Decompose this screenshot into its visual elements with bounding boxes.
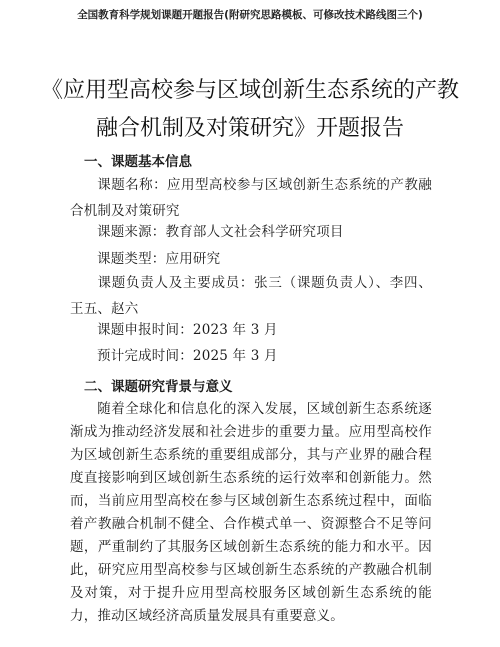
item-project-type [70, 246, 432, 272]
header-note: 全国教育科学规划课题开题报告(附研究思路模板、可修改技术路线图三个) [77, 9, 423, 21]
background-paragraph-text: 随着全球化和信息化的深入发展，区域创新生态系统逐渐成为推动经济发展和社会进步的重要力量。应用型高校作为区域创新生态系统的重要组成部分，其与产业界的融合程度直接影响到区域创新生态系统的运行效率和创新能力。然而，当前应用型高校在参与区域创新生态系统过程中，面临着产教融合机制不健全、合作模式单一、资源整合不足等问题，严重制约了其服务区域创新生态系统的能力和水平。因此，研究应用型高校参与区域创新生态系统的产教融合机制及对策，对于提升应用型高校服务区域创新生态系统的能力，推动区域经济高质量发展具有重要意义。 [70, 401, 432, 624]
section-heading-basic-info: 一、课题基本信息 [84, 154, 192, 170]
item-apply-date [70, 317, 432, 343]
document-title: 《应用型高校参与区域创新生态系统的产教融合机制及对策研究》开题报告 [40, 78, 459, 141]
item-project-source [70, 219, 432, 245]
item-project-name [70, 172, 432, 224]
item-apply-date-text: 课题申报时间：2023 年 3 月 [97, 322, 278, 338]
item-project-members-text: 课题负责人及主要成员：张三（课题负责人）、李四、王五、赵六 [70, 275, 432, 317]
background-paragraph [70, 398, 432, 628]
section-heading-background: 二、课题研究背景与意义 [84, 379, 233, 395]
item-finish-date-text: 预计完成时间：2025 年 3 月 [97, 348, 278, 364]
item-project-type-text: 课题类型：应用研究 [97, 251, 221, 267]
item-project-source-text: 课题来源：教育部人文社会科学研究项目 [97, 224, 344, 240]
item-finish-date [70, 343, 432, 369]
item-project-name-text: 课题名称：应用型高校参与区域创新生态系统的产教融合机制及对策研究 [70, 177, 432, 219]
item-project-members [70, 270, 432, 322]
